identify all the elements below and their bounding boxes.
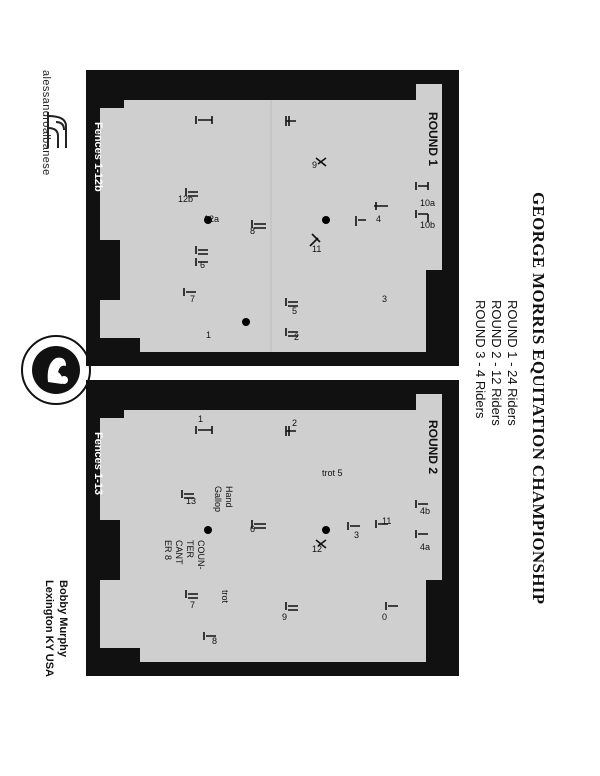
fence-label-4: 4 [376, 214, 382, 224]
fence-label-8: 8 [250, 226, 256, 236]
r2-fence-label-11: 11 [382, 516, 392, 526]
note-coun: COUN- [196, 540, 206, 570]
winter-equestrian-seal-icon [20, 334, 92, 406]
note-er8: ER 8 [163, 540, 173, 561]
round-1-fences-label: Fences 1-12b [92, 122, 104, 192]
r2-fence-label-12: 12 [312, 544, 323, 554]
fence-label-12a: 12a [204, 214, 220, 224]
fence-label-5: 5 [292, 306, 298, 316]
r2-fence-label-7: 7 [190, 600, 196, 610]
r2-fence-label-9: 9 [282, 612, 288, 622]
r2-fence-label-4a: 4a [420, 542, 431, 552]
fence-label-12b: 12b [178, 194, 194, 204]
fence-label-9: 9 [312, 160, 318, 170]
fence-label-11: 11 [312, 244, 322, 254]
championship-title: GEORGE MORRIS EQUITATION CHAMPIONSHIP [529, 192, 548, 605]
fence-label-7: 7 [190, 294, 196, 304]
note-cant: CANT [174, 540, 184, 565]
round-2-heading: ROUND 2 [426, 420, 440, 475]
fence-label-2: 2 [294, 332, 300, 342]
r2-fence-label-4b: 4b [420, 506, 431, 516]
note-trot: trot [220, 590, 230, 604]
course-designer [42, 580, 70, 677]
r2-fence-label-8: 8 [212, 636, 218, 646]
fence-label-10a: 10a [420, 198, 436, 208]
fence-label-10b: 10b [420, 220, 436, 230]
fence-label-1: 1 [206, 330, 212, 340]
designer-name: Bobby Murphy [57, 580, 69, 657]
designer-location: Lexington KY USA [43, 580, 55, 677]
fence-label-3: 3 [382, 294, 388, 304]
round-2-notes-counter-canter [162, 540, 206, 570]
r2-fence-label-0: 0 [382, 612, 388, 622]
r2-fence-label-2: 2 [292, 418, 298, 428]
rounds-list [472, 300, 520, 426]
round-1-info: ROUND 1 - 24 Riders [505, 300, 520, 426]
r2-fence-label-6: 6 [250, 524, 256, 534]
round-2-notes-hand-gallop [212, 486, 234, 512]
round-2-info: ROUND 2 - 12 Riders [489, 300, 504, 426]
logo-wordmark: alessandroalbanese [40, 70, 52, 176]
fence-label-6: 6 [200, 260, 206, 270]
round-2-course-map [86, 380, 459, 676]
round-1-heading: ROUND 1 [426, 112, 440, 167]
round-1-course-map [86, 70, 459, 366]
r2-fence-label-trot5: trot 5 [322, 468, 343, 478]
note-gallop: Gallop [213, 486, 223, 513]
round-2-fences-label: Fences 1-13 [92, 432, 104, 495]
r2-fence-label-3: 3 [354, 530, 360, 540]
round-3-info: ROUND 3 - 4 Riders [473, 300, 488, 419]
logo-mark-icon [44, 108, 70, 152]
note-hand: Hand [224, 486, 234, 508]
note-ter: TER [185, 540, 195, 558]
r2-fence-label-1: 1 [198, 414, 204, 424]
r2-fence-label-13: 13 [186, 496, 197, 506]
